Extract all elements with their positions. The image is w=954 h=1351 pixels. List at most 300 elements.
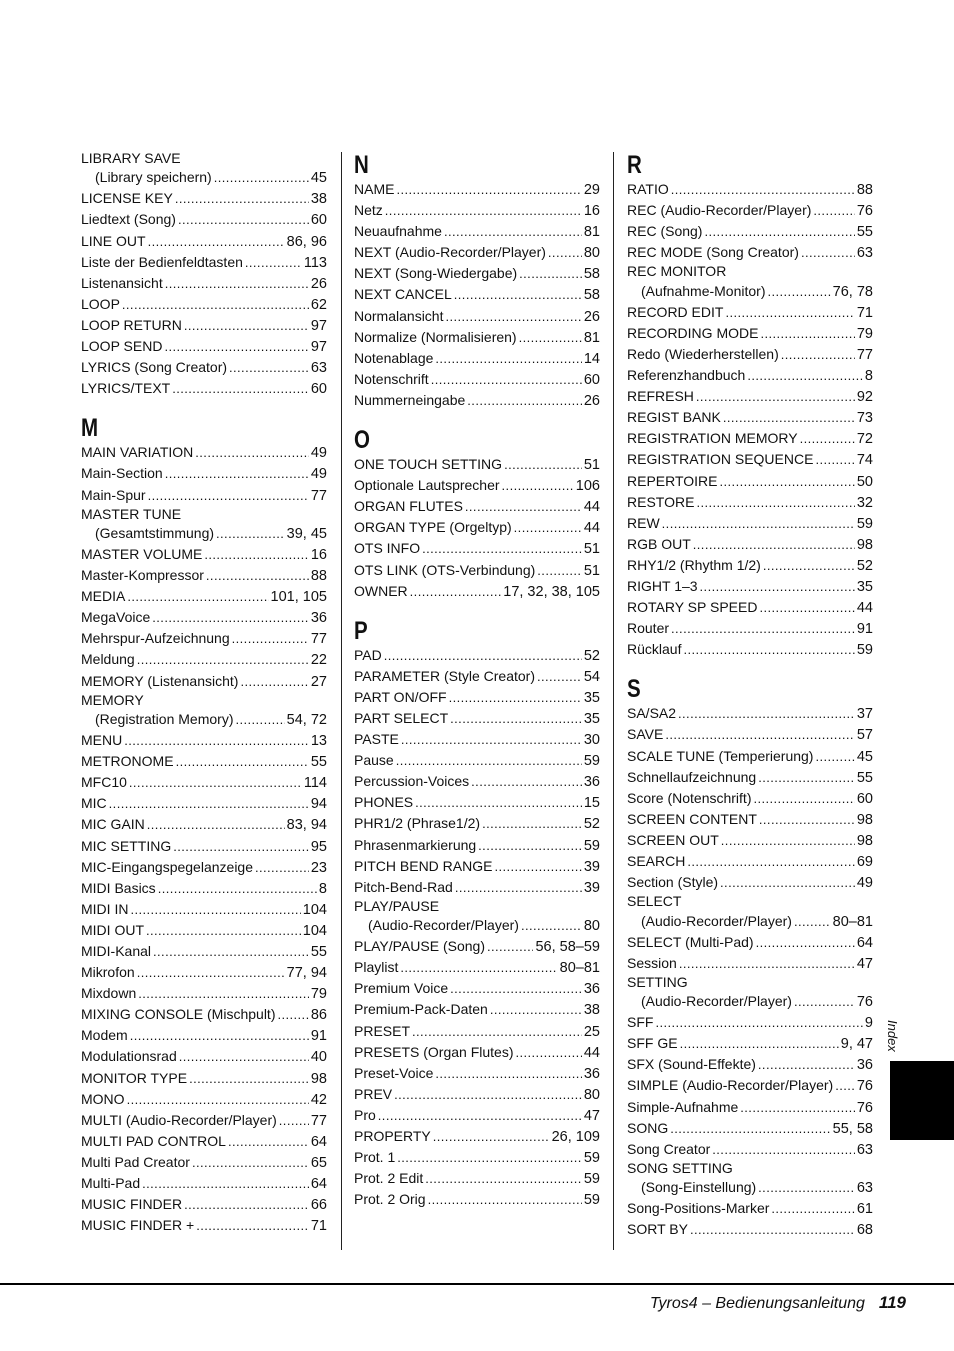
dot-leader (124, 731, 309, 751)
index-entry (81, 1068, 327, 1089)
index-entry-label: SELECT (Multi-Pad) (627, 933, 754, 950)
dot-leader (723, 408, 855, 428)
page-reference: 66 (310, 1197, 327, 1214)
dot-leader (721, 831, 855, 851)
index-entry-label: LIBRARY SAVE (81, 150, 181, 166)
dot-leader (400, 958, 557, 978)
index-entry (627, 724, 873, 745)
page-reference: 80–81 (559, 960, 600, 977)
dot-leader (412, 1022, 582, 1042)
page-reference: 98 (856, 811, 873, 828)
dot-leader (165, 274, 309, 294)
dot-leader (175, 189, 309, 209)
page-reference: 114 (303, 775, 327, 792)
index-entry (81, 962, 327, 983)
index-entry-label: RESTORE (627, 493, 695, 510)
footer-rule (0, 1283, 954, 1285)
dot-leader (138, 984, 309, 1004)
dot-leader (195, 443, 309, 463)
index-entry (354, 645, 600, 666)
page-reference: 40 (310, 1049, 327, 1066)
index-subentry-label: (Audio-Recorder/Player) (368, 917, 519, 934)
index-entry (81, 294, 327, 315)
index-entry-label: LOOP RETURN (81, 316, 182, 333)
index-entry-label: Normalize (Normalisieren) (354, 328, 517, 345)
index-entry (81, 983, 327, 1004)
index-entry (354, 708, 600, 729)
section-letter: O (354, 426, 370, 455)
index-entry-label: PART SELECT (354, 709, 449, 726)
index-entry-label: NEXT (Audio-Recorder/Player) (354, 244, 546, 261)
index-entry (627, 534, 873, 555)
dot-leader (152, 608, 309, 628)
index-entry-label: RECORDING MODE (627, 324, 759, 341)
index-entry-label: Phrasenmarkierung (354, 836, 477, 853)
page-reference: 101, 105 (270, 589, 327, 606)
index-entry (354, 348, 600, 369)
index-entry-label: PASTE (354, 731, 399, 748)
dot-leader (490, 1000, 582, 1020)
page-reference: 60 (583, 371, 600, 388)
dot-leader (683, 640, 854, 660)
dot-leader (655, 1013, 862, 1033)
index-entry (81, 1110, 327, 1131)
page-reference: 52 (856, 557, 873, 574)
dot-leader (471, 772, 582, 792)
index-entry (627, 1097, 873, 1118)
page-reference: 8 (318, 880, 327, 897)
index-entry-label: MENU (81, 732, 123, 749)
page-reference: 54 (583, 668, 600, 685)
dot-leader (720, 873, 855, 893)
index-entry (354, 517, 600, 538)
index-entry (354, 1189, 600, 1210)
dot-leader (758, 1055, 855, 1075)
dot-leader (192, 1153, 309, 1173)
dot-leader (240, 672, 308, 692)
dot-leader (410, 582, 502, 602)
index-entry (81, 941, 327, 962)
dot-leader (771, 1199, 854, 1219)
dot-leader (504, 455, 582, 475)
column-divider (341, 152, 342, 1250)
index-entry (627, 242, 873, 263)
dot-leader (153, 942, 309, 962)
dot-leader (690, 1220, 855, 1240)
page-reference: 36 (856, 1057, 873, 1074)
dot-leader (214, 168, 309, 188)
dot-leader (740, 1098, 855, 1118)
index-entry (81, 506, 327, 544)
index-entry-label: RATIO (627, 181, 669, 197)
index-entry (81, 1173, 327, 1194)
page-reference: 9 (864, 1015, 873, 1032)
index-entry-label: Notenschrift (354, 370, 429, 387)
index-entry-label: MIC (81, 795, 107, 812)
page-reference: 76, 78 (832, 283, 873, 300)
page-reference: 44 (583, 520, 600, 537)
index-entry-label: PREV (354, 1085, 393, 1102)
index-entry-label: MFC10 (81, 774, 127, 791)
index-subentry (354, 915, 600, 936)
index-entry-label: Percussion-Voices (354, 773, 470, 790)
index-entry (354, 1063, 600, 1084)
dot-leader (277, 1005, 308, 1025)
index-entry-label: Score (Notenschrift) (627, 789, 752, 806)
index-entry-label: MULTI (Audio-Recorder/Player) (81, 1111, 277, 1128)
index-entry (354, 1021, 600, 1042)
index-entry-label: ONE TOUCH SETTING (354, 456, 503, 473)
index-entry-label: Optionale Lautsprecher (354, 477, 500, 494)
dot-leader (397, 1148, 582, 1168)
dot-leader (759, 598, 854, 618)
page-reference: 79 (310, 986, 327, 1003)
page-reference: 44 (583, 499, 600, 516)
index-entry (354, 560, 600, 581)
page-reference: 80 (583, 1086, 600, 1103)
index-entry (81, 188, 327, 209)
index-entry (81, 671, 327, 692)
page-reference: 14 (583, 350, 600, 367)
page-reference: 74 (856, 452, 873, 469)
dot-leader (465, 497, 582, 517)
page-reference: 80–81 (832, 913, 873, 930)
index-entry-label: RGB OUT (627, 535, 691, 552)
page-reference: 58 (583, 287, 600, 304)
index-entry-label: Normalansicht (354, 307, 444, 324)
dot-leader (516, 1043, 582, 1063)
index-entry (81, 1046, 327, 1067)
index-entry (81, 899, 327, 920)
index-entry (81, 1215, 327, 1236)
page-footer (650, 1293, 906, 1313)
index-entry-label: PAD (354, 646, 382, 663)
index-entry-label: Prot. 2 Orig (354, 1191, 426, 1208)
index-entry (354, 877, 600, 898)
index-entry (81, 628, 327, 649)
page-reference: 104 (302, 901, 327, 918)
dot-leader (216, 524, 285, 544)
page-reference: 60 (310, 212, 327, 229)
index-entry-label: REC MONITOR (627, 263, 727, 280)
page-reference: 59 (583, 1150, 600, 1167)
dot-leader (435, 349, 581, 369)
dot-leader (176, 752, 309, 772)
page-reference: 77 (310, 487, 327, 504)
index-entry (627, 767, 873, 788)
index-entry-label: Prot. 1 (354, 1149, 396, 1166)
page-reference: 56, 58–59 (535, 939, 600, 956)
dot-leader (693, 535, 855, 555)
page-reference: 36 (583, 981, 600, 998)
index-entry-label: SONG (627, 1119, 669, 1136)
page-reference: 15 (583, 795, 600, 812)
page-reference: 23 (310, 859, 327, 876)
page-reference: 16 (583, 203, 600, 220)
dot-leader (122, 295, 309, 315)
page-reference: 35 (583, 689, 600, 706)
dot-leader (679, 954, 855, 974)
page-reference: 47 (583, 1107, 600, 1124)
page-reference: 36 (310, 610, 327, 627)
page-reference: 49 (310, 466, 327, 483)
page-reference: 68 (856, 1222, 873, 1239)
dot-leader (794, 992, 855, 1012)
dot-leader (696, 493, 854, 513)
index-entry-label: Session (627, 954, 677, 971)
page-reference: 26 (583, 392, 600, 409)
page-reference: 86, 96 (286, 233, 327, 250)
dot-leader (478, 836, 582, 856)
index-entry (81, 209, 327, 230)
index-entry (627, 597, 873, 618)
dot-leader (178, 210, 309, 230)
index-entry (81, 1089, 327, 1110)
index-entry-label: Modulationsrad (81, 1048, 177, 1065)
index-entry (627, 344, 873, 365)
page-reference: 81 (583, 224, 600, 241)
index-entry (354, 327, 600, 348)
index-entry-label: REGIST BANK (627, 409, 721, 426)
index-entry (81, 649, 327, 670)
index-entry (627, 200, 873, 221)
index-entry-label: Pause (354, 752, 394, 769)
index-entry (627, 179, 873, 200)
index-entry-label: NEXT (Song-Wiedergabe) (354, 265, 518, 282)
page-reference: 55 (856, 224, 873, 241)
index-subentry-label: (Registration Memory) (95, 710, 234, 727)
dot-leader (196, 1216, 309, 1236)
index-entry (81, 315, 327, 336)
index-entry (81, 544, 327, 565)
page-reference: 77 (856, 346, 873, 363)
page-reference: 49 (310, 445, 327, 462)
page-reference: 59 (856, 515, 873, 532)
page-reference: 54, 72 (286, 711, 327, 728)
index-entry (627, 1219, 873, 1240)
index-entry (354, 369, 600, 390)
page-reference: 104 (302, 922, 327, 939)
index-entry (81, 751, 327, 772)
index-subentry-label: (Gesamtstimmung) (95, 524, 215, 541)
dot-leader (206, 566, 309, 586)
dot-leader (425, 1169, 582, 1189)
page-reference: 45 (856, 748, 873, 765)
index-entry (354, 687, 600, 708)
index-entry-label: OWNER (354, 582, 408, 599)
dot-leader (835, 1076, 855, 1096)
page-reference: 76 (856, 1078, 873, 1095)
index-entry-label: MegaVoice (81, 609, 151, 626)
index-column-1 (81, 150, 327, 1236)
index-entry (627, 407, 873, 428)
index-entry (627, 830, 873, 851)
index-entry-label: NEXT CANCEL (354, 286, 452, 303)
index-entry (81, 273, 327, 294)
page-reference: 71 (856, 304, 873, 321)
index-entry-label: SCREEN CONTENT (627, 810, 757, 827)
index-entry (627, 974, 873, 1012)
index-entry (81, 692, 327, 730)
dot-leader (537, 561, 582, 581)
page-reference: 91 (856, 621, 873, 638)
index-entry (81, 836, 327, 857)
page-reference: 39, 45 (286, 525, 327, 542)
index-entry (627, 1075, 873, 1096)
dot-leader (109, 794, 309, 814)
dot-leader (680, 1034, 839, 1054)
index-entry-label: SCREEN OUT (627, 831, 719, 848)
index-entry (627, 788, 873, 809)
page-reference: 38 (310, 191, 327, 208)
index-entry (354, 856, 600, 877)
index-subentry-label: (Library speichern) (95, 169, 212, 186)
dot-leader (401, 730, 582, 750)
page-reference: 36 (583, 1065, 600, 1082)
page-reference: 106 (575, 478, 600, 495)
index-entry (354, 1126, 600, 1147)
index-entry (627, 1012, 873, 1033)
page-reference: 86 (310, 1007, 327, 1024)
index-entry-label: MIC-Eingangspegelanzeige (81, 858, 253, 875)
index-entry (627, 492, 873, 513)
page-reference: 51 (583, 541, 600, 558)
page-reference: 16 (310, 547, 327, 563)
dot-leader (454, 285, 582, 305)
index-entry (627, 639, 873, 660)
page-reference: 9, 47 (840, 1036, 873, 1053)
index-entry-label: PRESET (354, 1022, 411, 1039)
index-entry-label: Meldung (81, 651, 135, 668)
dot-leader (800, 429, 855, 449)
index-entry-label: MASTER TUNE (81, 505, 182, 522)
page-reference: 59 (583, 1192, 600, 1209)
index-subentry (627, 991, 873, 1012)
page-reference: 64 (310, 1133, 327, 1150)
index-entry (81, 150, 327, 188)
index-entry-label: Liedtext (Song) (81, 211, 176, 228)
index-entry-label: OTS LINK (OTS-Verbindung) (354, 561, 536, 578)
index-entry-label: LYRICS/TEXT (81, 380, 171, 397)
dot-leader (670, 1119, 830, 1139)
index-entry-label: PROPERTY (354, 1128, 431, 1145)
page-reference: 97 (310, 339, 327, 356)
index-entry-label: Premium-Pack-Daten (354, 1001, 488, 1018)
index-side-tab-label: Index (885, 1020, 900, 1052)
dot-leader (385, 201, 582, 221)
page-reference: 83, 94 (286, 817, 327, 834)
dot-leader (482, 814, 582, 834)
index-entry-label: PARAMETER (Style Creator) (354, 667, 535, 684)
index-entry (354, 792, 600, 813)
page-reference: 60 (310, 381, 327, 398)
index-entry (354, 1084, 600, 1105)
dot-leader (678, 704, 855, 724)
index-entry (354, 179, 600, 200)
index-entry (627, 513, 873, 534)
dot-leader (127, 587, 268, 607)
dot-leader (184, 316, 309, 336)
index-entry-label: REW (627, 514, 660, 531)
index-entry-label: PLAY/PAUSE (Song) (354, 938, 485, 955)
page-reference: 51 (583, 457, 600, 474)
page-reference: 29 (583, 182, 600, 198)
index-entry (627, 618, 873, 639)
index-entry-label: Pro (354, 1106, 376, 1123)
page-reference: 25 (583, 1023, 600, 1040)
dot-leader (794, 912, 831, 932)
page-reference: 94 (310, 796, 327, 813)
dot-leader (725, 303, 854, 323)
index-entry (354, 200, 600, 221)
column-divider (613, 152, 614, 1250)
index-entry (81, 857, 327, 878)
index-entry-label: PART ON/OFF (354, 688, 447, 705)
index-entry (81, 252, 327, 273)
index-entry (354, 221, 600, 242)
index-entry-label: SFF GE (627, 1035, 678, 1052)
dot-leader (747, 366, 863, 386)
index-entry (354, 1105, 600, 1126)
index-entry-label: MIXING CONSOLE (Mischpult) (81, 1006, 276, 1023)
index-entry-label: MONITOR TYPE (81, 1069, 188, 1086)
index-entry-label: SFX (Sound-Effekte) (627, 1056, 756, 1073)
dot-leader (255, 858, 309, 878)
index-entry (627, 809, 873, 830)
dot-leader (165, 464, 309, 484)
page-reference: 88 (856, 182, 873, 198)
index-entry (81, 793, 327, 814)
page-reference: 35 (583, 710, 600, 727)
index-entry (627, 1033, 873, 1054)
index-entry-label: Song-Positions-Marker (627, 1200, 770, 1217)
page-reference: 71 (310, 1218, 327, 1235)
dot-leader (279, 1111, 309, 1131)
dot-leader (146, 921, 301, 941)
index-entry (354, 666, 600, 687)
index-entry-label: MUSIC FINDER + (81, 1217, 195, 1234)
page-reference: 95 (310, 838, 327, 855)
index-entry (81, 378, 327, 399)
index-entry (354, 284, 600, 305)
index-entry-label: Simple-Aufnahme (627, 1098, 739, 1115)
dot-leader (455, 878, 582, 898)
index-entry-label: MIDI Basics (81, 879, 156, 896)
index-entry (627, 555, 873, 576)
index-entry (354, 390, 600, 411)
page-reference: 73 (856, 410, 873, 427)
page-reference: 44 (583, 1044, 600, 1061)
index-side-tab (890, 1061, 954, 1140)
dot-leader (204, 545, 309, 565)
index-subentry (627, 281, 873, 302)
index-entry (354, 750, 600, 771)
index-entry (81, 772, 327, 793)
index-entry-label: METRONOME (81, 753, 174, 770)
index-entry (627, 221, 873, 242)
index-entry-label: MASTER VOLUME (81, 546, 203, 562)
index-subentry-label: (Audio-Recorder/Player) (641, 912, 792, 929)
dot-leader (450, 709, 582, 729)
index-entry-label: SETTING (627, 973, 688, 990)
page-reference: 72 (856, 431, 873, 448)
dot-leader (148, 232, 285, 252)
index-subentry-label: (Aufnahme-Monitor) (641, 282, 766, 299)
dot-leader (781, 345, 855, 365)
index-entry (81, 730, 327, 751)
index-entry-label: Mehrspur-Aufzeichnung (81, 630, 230, 647)
page-reference: 52 (583, 647, 600, 664)
